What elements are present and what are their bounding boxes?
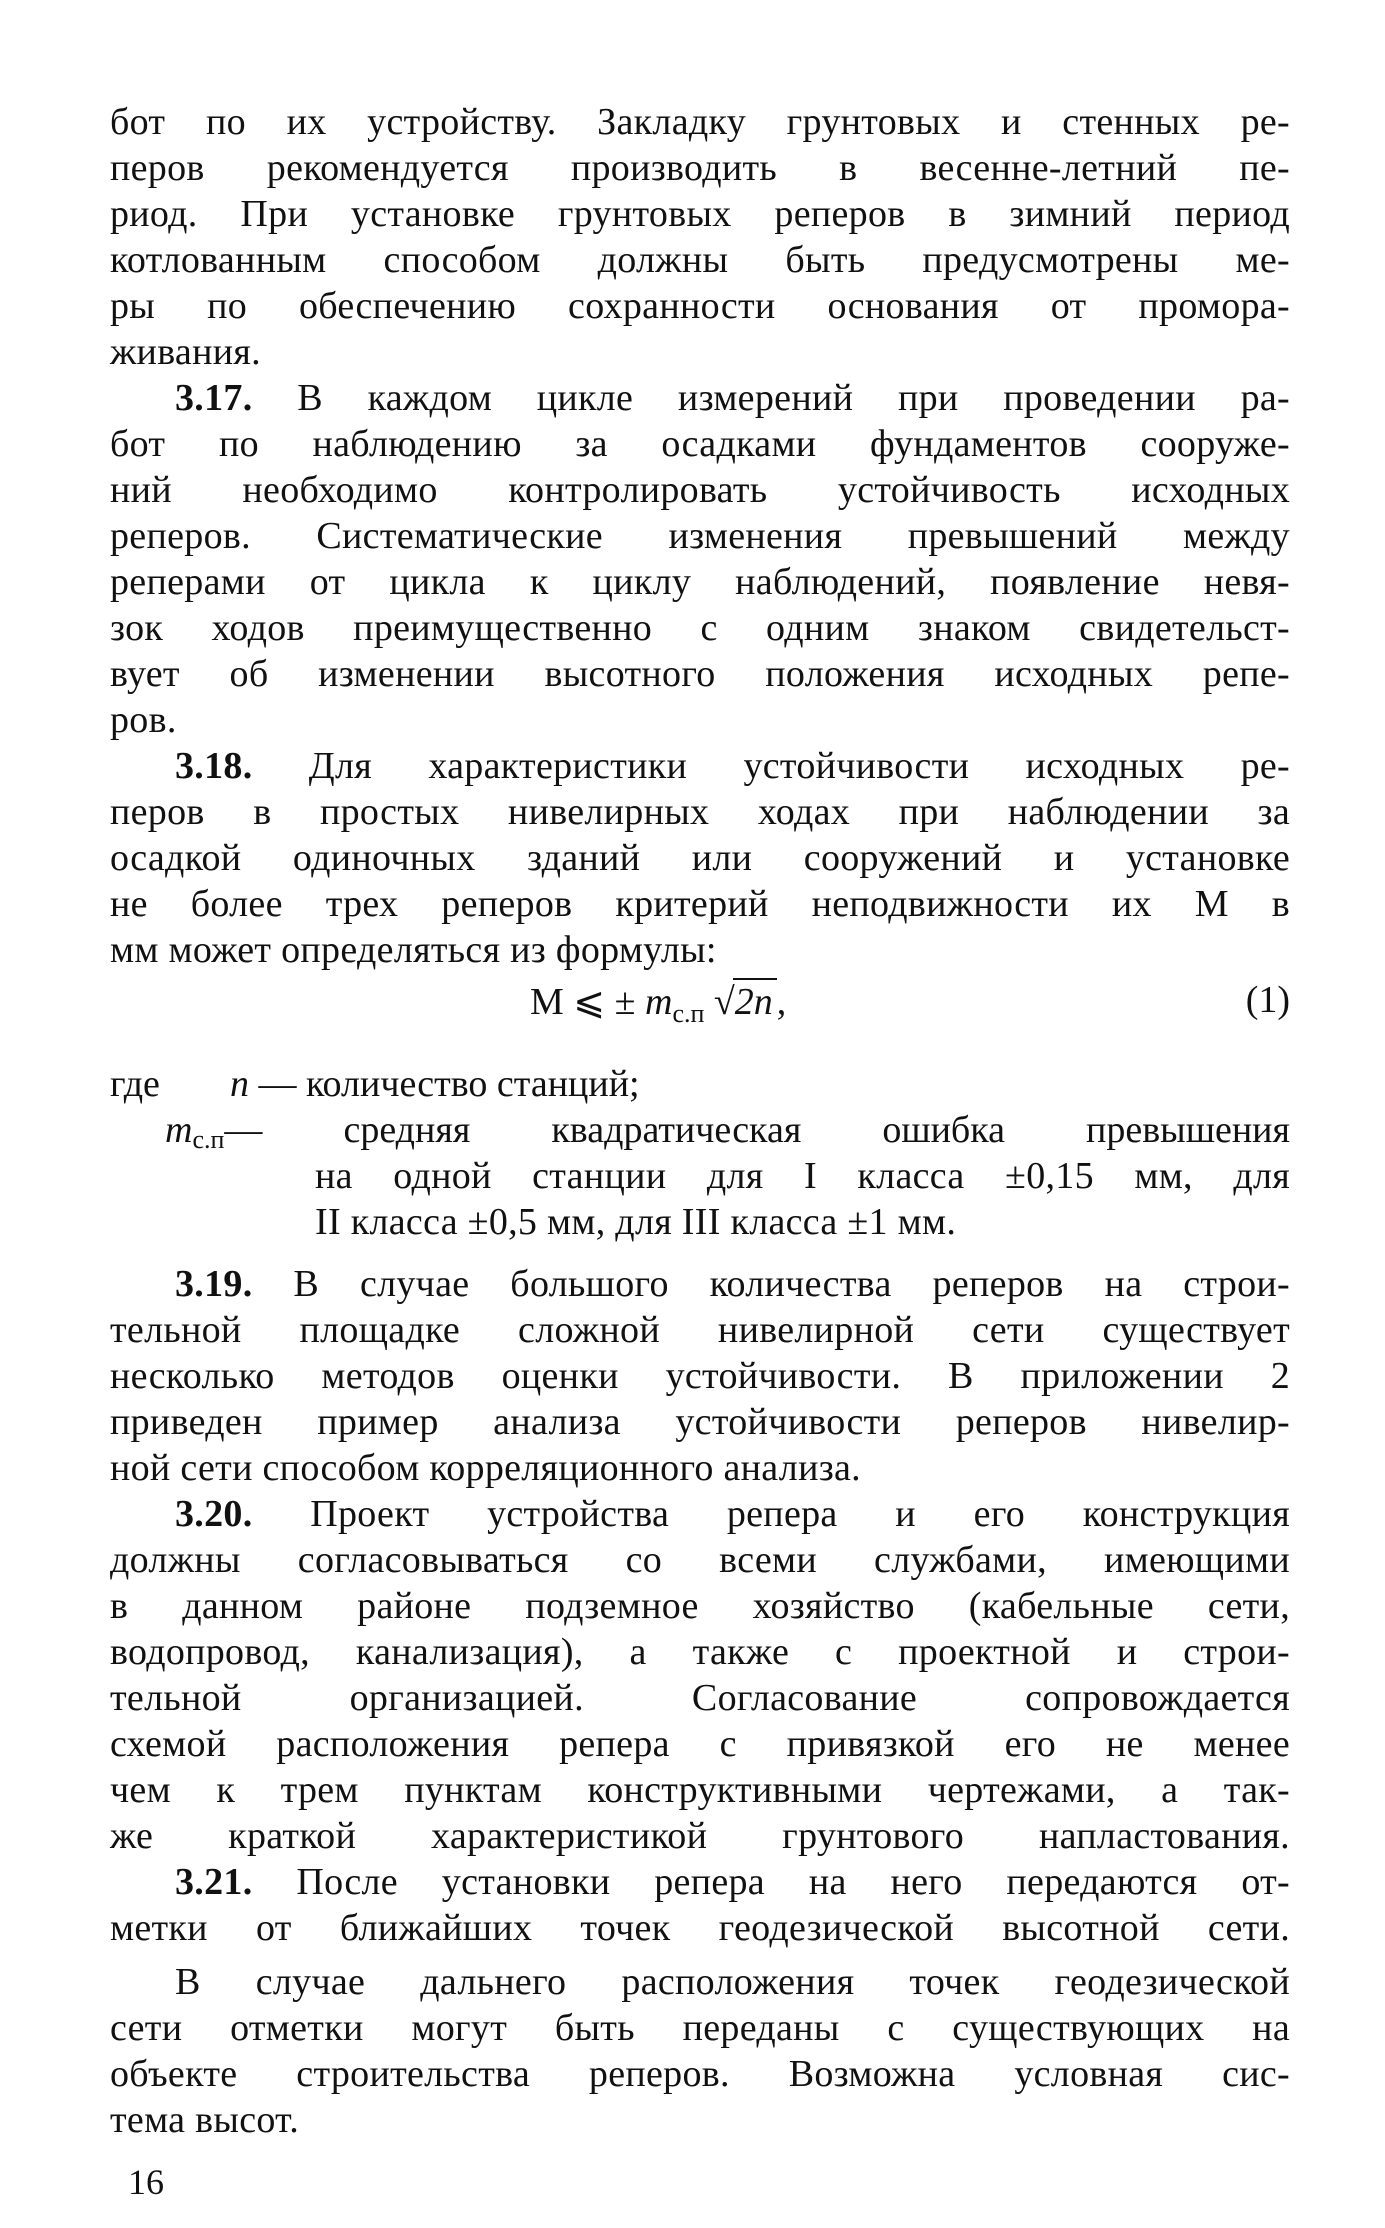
text-line: II класса ±0,5 мм, для III класса ±1 мм. bbox=[315, 1201, 957, 1243]
text-line: перов в простых нивелирных ходах при наблюдении за bbox=[110, 791, 1290, 833]
formula-subscript: с.п bbox=[672, 999, 705, 1028]
text-line: должны согласовываться со всеми службами, имеющими bbox=[110, 1539, 1290, 1581]
text-line: приведен пример анализа устойчивости реперов нивелир- bbox=[110, 1401, 1290, 1443]
text-line: зок ходов преимущественно с одним знаком свидетельст- bbox=[110, 607, 1290, 649]
text-line: В случае дальнего расположения точек геодезической bbox=[175, 1961, 1290, 2003]
text-line: не более трех реперов критерий неподвижности их М в bbox=[110, 883, 1290, 925]
text-line: схемой расположения репера с привязкой его не менее bbox=[110, 1723, 1290, 1765]
paragraph-3-18-first-line bbox=[175, 744, 1290, 788]
text-line: реперами от цикла к циклу наблюдений, появление невя- bbox=[110, 561, 1290, 603]
text-line: После установки репера на него передаются от- bbox=[296, 1861, 1290, 1903]
text-line: же краткой характеристикой грунтового напластования. bbox=[110, 1815, 1290, 1857]
text-line: ры по обеспечению сохранности основания от промора- bbox=[110, 285, 1290, 327]
text-line: ров. bbox=[110, 699, 177, 741]
text-line: водопровод, канализация), а также с проектной и строи- bbox=[110, 1631, 1290, 1673]
text-line: чем к трем пунктам конструктивными чертежами, а так- bbox=[110, 1769, 1290, 1811]
variable-n: n bbox=[230, 1063, 249, 1105]
text-line: ний необходимо контролировать устойчивость исходных bbox=[110, 469, 1290, 511]
paragraph-3-20-first-line bbox=[175, 1492, 1290, 1536]
text-line: в данном районе подземное хозяйство (кабельные сети, bbox=[110, 1585, 1290, 1627]
text-line: реперов. Систематические изменения превышений между bbox=[110, 515, 1290, 557]
text-line: сети отметки могут быть переданы с существующих на bbox=[110, 2007, 1290, 2049]
text-line: тельной организацией. Согласование сопровождается bbox=[110, 1677, 1290, 1719]
text-line: перов рекомендуется производить в весенне-летний пе- bbox=[110, 147, 1290, 189]
text-line: котлованным способом должны быть предусмотрены ме- bbox=[110, 239, 1290, 281]
definition-n bbox=[230, 1062, 640, 1106]
page-number: 16 bbox=[128, 2162, 164, 2202]
section-number: 3.17. bbox=[175, 377, 253, 419]
section-number: 3.19. bbox=[175, 1263, 253, 1305]
text-line: бот по их устройству. Закладку грунтовых и стенных ре- bbox=[110, 101, 1290, 143]
text-line: бот по наблюдению за осадками фундаментов сооруже- bbox=[110, 423, 1290, 465]
text-line: Проект устройства репера и его конструкция bbox=[310, 1493, 1290, 1535]
text-line: живания. bbox=[110, 331, 261, 373]
section-number: 3.18. bbox=[175, 745, 253, 787]
text-line: тема высот. bbox=[110, 2099, 300, 2141]
text-line: Для характеристики устойчивости исходных ре- bbox=[308, 745, 1290, 787]
paragraph-3-19-first-line bbox=[175, 1262, 1290, 1306]
section-number: 3.21. bbox=[175, 1861, 253, 1903]
definition-text: — количество станций; bbox=[258, 1063, 640, 1105]
definition-text: — средняя квадратическая ошибка превышения bbox=[224, 1109, 1290, 1151]
text-line: В случае большого количества реперов на строи- bbox=[293, 1263, 1290, 1305]
formula-comma: , bbox=[776, 981, 787, 1023]
formula bbox=[530, 978, 786, 1036]
paragraph-3-17-first-line bbox=[175, 376, 1290, 420]
text-line: В каждом цикле измерений при проведении ра- bbox=[297, 377, 1290, 419]
section-number: 3.20. bbox=[175, 1493, 253, 1535]
paragraph-3-21-first-line bbox=[175, 1860, 1290, 1904]
variable-m: m bbox=[165, 1109, 193, 1151]
formula-m: m bbox=[644, 981, 673, 1023]
text-line: ной сети способом корреляционного анализа. bbox=[110, 1447, 861, 1489]
text-line: на одной станции для I класса ±0,15 мм, для bbox=[315, 1155, 1290, 1197]
text-line: осадкой одиночных зданий или сооружений и установке bbox=[110, 837, 1290, 879]
square-root: √2n bbox=[714, 978, 777, 1024]
equation-number: (1) bbox=[1245, 979, 1290, 1021]
variable-subscript: с.п bbox=[192, 1125, 225, 1154]
text-line: мм может определяться из формулы: bbox=[110, 929, 717, 971]
text-line: несколько методов оценки устойчивости. В приложении 2 bbox=[110, 1355, 1290, 1397]
text-line: объекте строительства реперов. Возможна условная сис- bbox=[110, 2053, 1290, 2095]
where-word: где bbox=[110, 1063, 160, 1105]
text-line: тельной площадке сложной нивелирной сети существует bbox=[110, 1309, 1290, 1351]
text-line: вует об изменении высотного положения исходных репе- bbox=[110, 653, 1290, 695]
formula-radicand: 2n bbox=[734, 981, 773, 1023]
formula-lhs: М ⩽ ± bbox=[530, 981, 636, 1023]
text-line: метки от ближайших точек геодезической высотной сети. bbox=[110, 1907, 1290, 1949]
text-line: риод. При установке грунтовых реперов в зимний период bbox=[110, 193, 1290, 235]
